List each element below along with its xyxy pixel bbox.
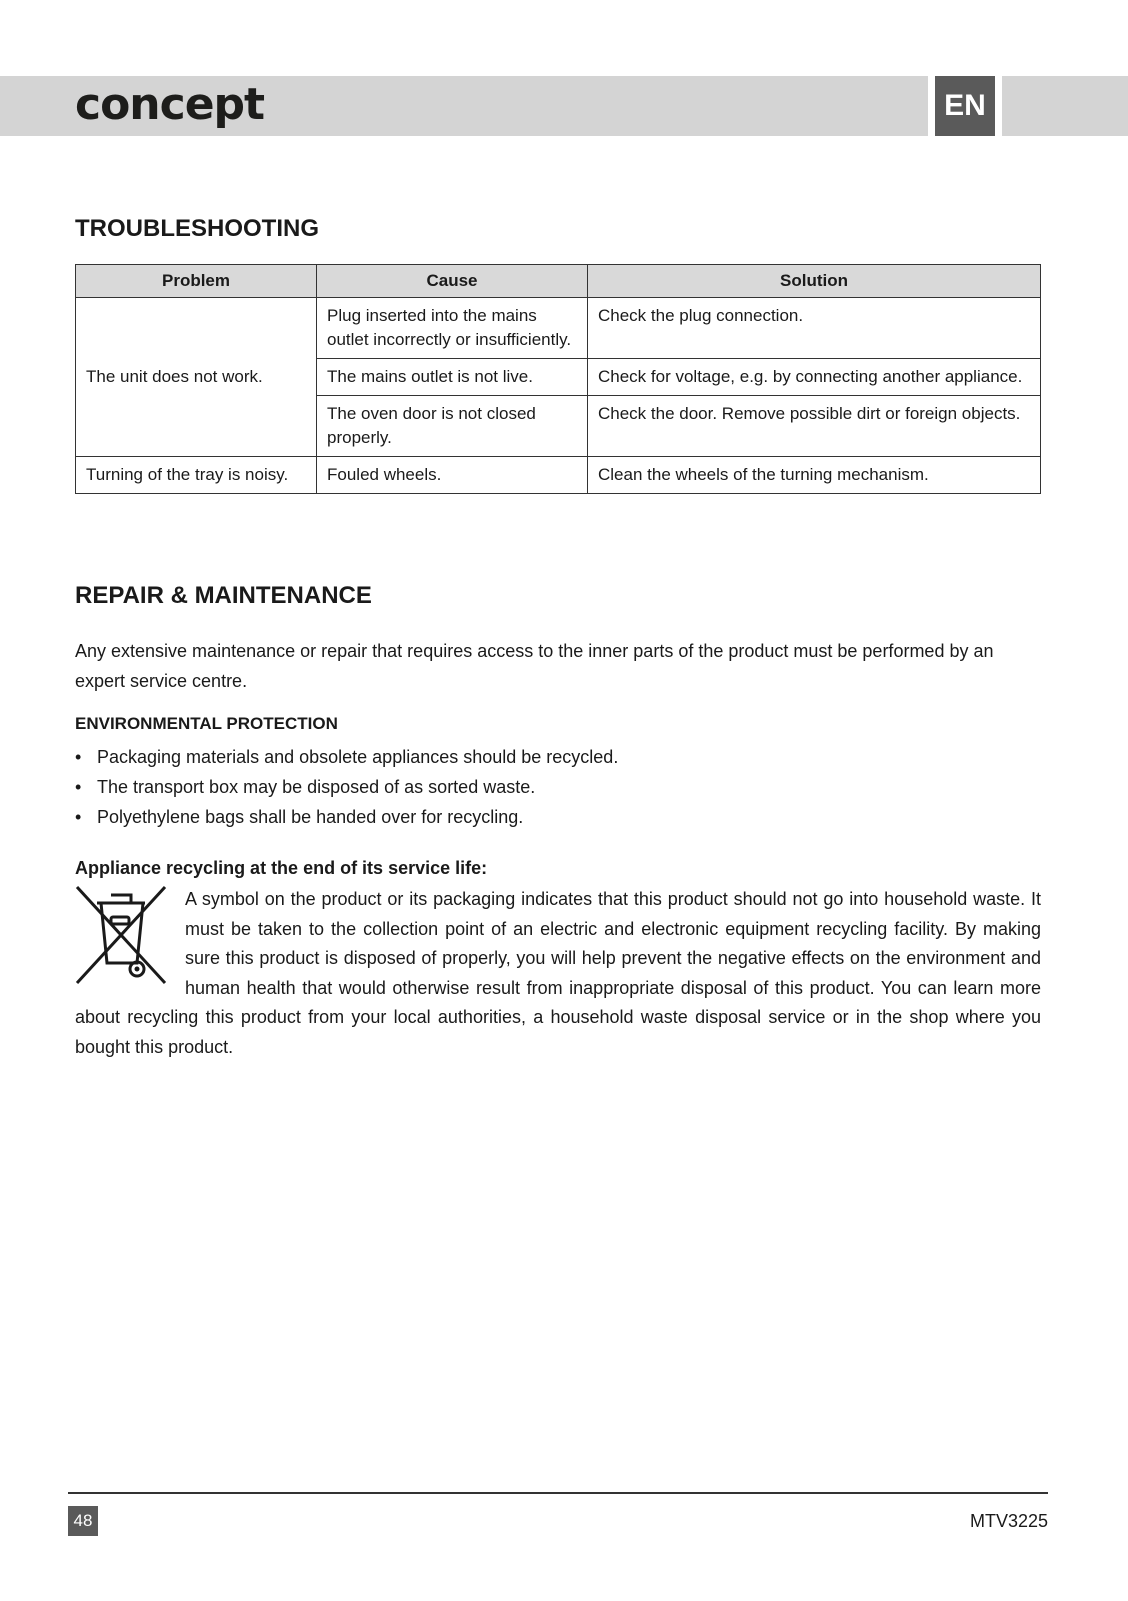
- list-item: [75, 772, 618, 802]
- bullet-icon: •: [75, 807, 82, 827]
- footer-divider: [68, 1492, 1048, 1494]
- cause-cell: Plug inserted into the mains outlet incorrectly or insufficiently.: [317, 298, 588, 359]
- brand-logo: concept: [75, 79, 265, 130]
- solution-cell: Check the door. Remove possible dirt or foreign objects.: [588, 396, 1041, 457]
- crossed-out-wheelie-bin-icon: [75, 885, 167, 985]
- cause-cell: The oven door is not closed properly.: [317, 396, 588, 457]
- list-item: [75, 802, 618, 832]
- bullet-icon: •: [75, 747, 82, 767]
- list-item: [75, 742, 618, 772]
- troubleshooting-table: [75, 264, 1041, 494]
- repair-heading: REPAIR & MAINTENANCE: [75, 582, 372, 609]
- page-number: 48: [68, 1506, 98, 1536]
- column-header-problem: Problem: [76, 265, 317, 298]
- column-header-cause: Cause: [317, 265, 588, 298]
- list-item-text: Packaging materials and obsolete appliances should be recycled.: [97, 747, 619, 767]
- list-item-text: The transport box may be disposed of as sorted waste.: [97, 777, 536, 797]
- recycling-heading: Appliance recycling at the end of its service life:: [75, 858, 488, 878]
- solution-cell: Clean the wheels of the turning mechanism.: [588, 457, 1041, 494]
- problem-cell: The unit does not work.: [76, 298, 317, 457]
- table-row: [76, 457, 1041, 494]
- environment-heading: ENVIRONMENTAL PROTECTION: [75, 714, 338, 733]
- table-row: [76, 298, 1041, 359]
- troubleshooting-heading: TROUBLESHOOTING: [75, 215, 319, 242]
- language-badge: EN: [935, 76, 995, 136]
- bullet-icon: •: [75, 777, 82, 797]
- environment-list: [75, 742, 618, 832]
- lang-separator-left: [928, 76, 935, 136]
- cause-cell: Fouled wheels.: [317, 457, 588, 494]
- problem-cell: Turning of the tray is noisy.: [76, 457, 317, 494]
- solution-cell: Check the plug connection.: [588, 298, 1041, 359]
- column-header-solution: Solution: [588, 265, 1041, 298]
- cause-cell: The mains outlet is not live.: [317, 359, 588, 396]
- table-header-row: [76, 265, 1041, 298]
- model-number: MTV3225: [969, 1511, 1048, 1531]
- solution-cell: Check for voltage, e.g. by connecting another appliance.: [588, 359, 1041, 396]
- list-item-text: Polyethylene bags shall be handed over for recycling.: [97, 807, 524, 827]
- repair-paragraph: Any extensive maintenance or repair that requires access to the inner parts of the product must be performed by an expert service centre.: [75, 641, 994, 691]
- lang-separator-right: [995, 76, 1002, 136]
- recycling-paragraph: [75, 885, 1041, 1062]
- recycling-text: A symbol on the product or its packaging indicates that this product should not go into household waste. It must be taken to the collection point of an electric and electronic equipment recycling facility. By making sure this product is disposed of properly, you will help prevent the negative effects on the environment and human health that would otherwise result from inappropriate disposal of this product. You can learn more about recycling this product from your local authorities, a household waste disposal service or in the shop where you bought this product.: [75, 889, 1041, 1057]
